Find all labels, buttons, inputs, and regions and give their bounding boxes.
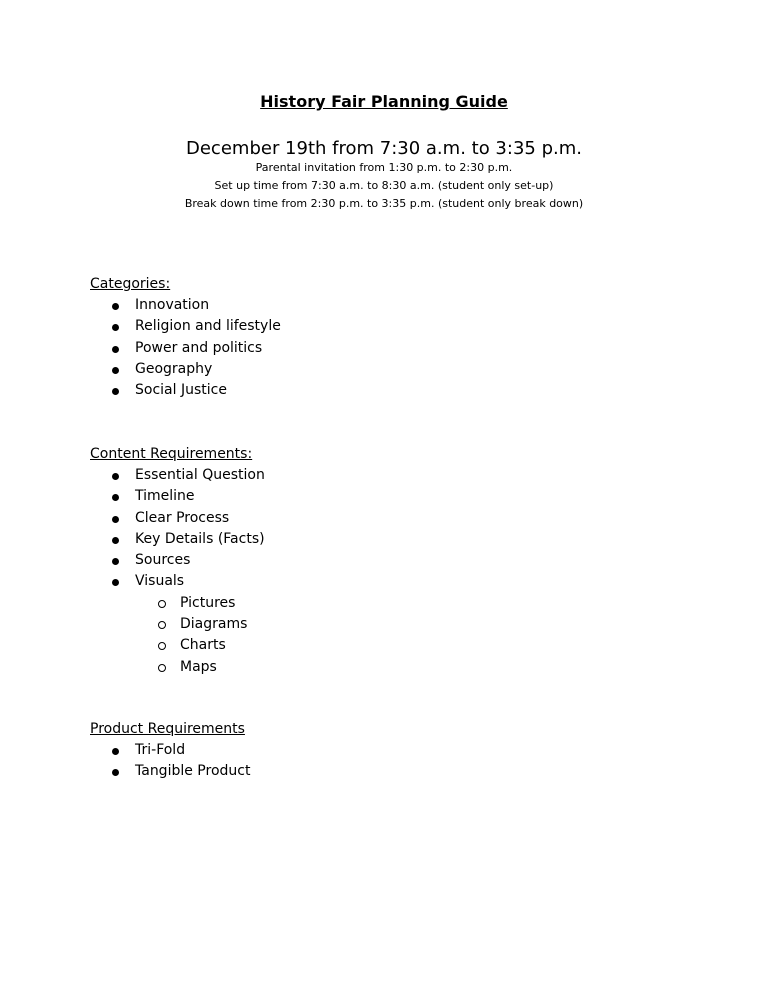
requirement-label: Sources — [135, 552, 191, 569]
requirement-label: Clear Process — [135, 509, 230, 526]
requirement-label: Key Details (Facts) — [135, 530, 265, 547]
product-label: Tri-Fold — [135, 742, 186, 758]
requirement-item — [90, 508, 690, 529]
bullet-icon — [112, 324, 119, 331]
visuals-subitem-label: Maps — [180, 658, 217, 675]
category-item — [90, 295, 690, 316]
visuals-subitem-label: Charts — [180, 637, 226, 654]
category-label: Innovation — [135, 297, 210, 313]
requirement-item — [90, 486, 690, 507]
product-requirements-section — [90, 719, 690, 783]
bullet-icon — [112, 516, 119, 523]
requirement-label: Timeline — [135, 488, 195, 505]
category-item — [90, 316, 690, 337]
requirement-label: Visuals — [135, 573, 185, 590]
hollow-bullet-icon — [158, 642, 166, 650]
visuals-subitem — [90, 614, 690, 635]
categories-heading: Categories: — [90, 276, 171, 292]
visuals-subitem-label: Diagrams — [180, 616, 248, 633]
categories-list — [90, 295, 690, 401]
product-requirements-heading: Product Requirements — [90, 721, 245, 737]
hollow-bullet-icon — [158, 621, 166, 629]
requirement-item — [90, 465, 690, 486]
category-label: Religion and lifestyle — [135, 318, 281, 335]
categories-section — [90, 274, 690, 401]
page-title: History Fair Planning Guide — [260, 92, 508, 111]
parental-invitation-line: Parental invitation from 1:30 p.m. to 2:30 p.m. — [255, 161, 513, 174]
category-label: Power and politics — [135, 339, 263, 356]
content-requirements-heading: Content Requirements: — [90, 446, 253, 462]
visuals-subitem — [90, 657, 690, 678]
visuals-sublist — [90, 593, 690, 678]
requirement-item — [90, 529, 690, 550]
bullet-icon — [112, 748, 119, 755]
event-date-line: December 19th from 7:30 a.m. to 3:35 p.m. — [186, 138, 582, 159]
product-label: Tangible Product — [135, 763, 251, 780]
hollow-bullet-icon — [158, 664, 166, 672]
category-label: Social Justice — [135, 382, 227, 399]
bullet-icon — [112, 769, 119, 776]
bullet-icon — [112, 473, 119, 480]
bullet-icon — [112, 303, 119, 310]
visuals-subitem — [90, 593, 690, 614]
category-item — [90, 338, 690, 359]
visuals-subitem-label: Pictures — [180, 594, 236, 611]
bullet-icon — [112, 494, 119, 501]
requirement-item — [90, 550, 690, 571]
bullet-icon — [112, 579, 119, 586]
breakdown-time-line: Break down time from 2:30 p.m. to 3:35 p.m. (student only break down) — [184, 197, 584, 210]
category-label: Geography — [135, 360, 213, 377]
category-item — [90, 380, 690, 401]
bullet-icon — [112, 388, 119, 395]
visuals-subitem — [90, 635, 690, 656]
requirement-item — [90, 571, 690, 592]
product-requirements-list — [90, 740, 690, 783]
requirement-label: Essential Question — [135, 467, 265, 483]
setup-time-line: Set up time from 7:30 a.m. to 8:30 a.m. (student only set-up) — [214, 179, 554, 192]
bullet-icon — [112, 346, 119, 353]
bullet-icon — [112, 558, 119, 565]
content-requirements-section — [90, 444, 690, 678]
product-item — [90, 740, 690, 761]
content-requirements-list — [90, 465, 690, 593]
product-item — [90, 761, 690, 782]
bullet-icon — [112, 537, 119, 544]
bullet-icon — [112, 367, 119, 374]
category-item — [90, 359, 690, 380]
hollow-bullet-icon — [158, 600, 166, 608]
